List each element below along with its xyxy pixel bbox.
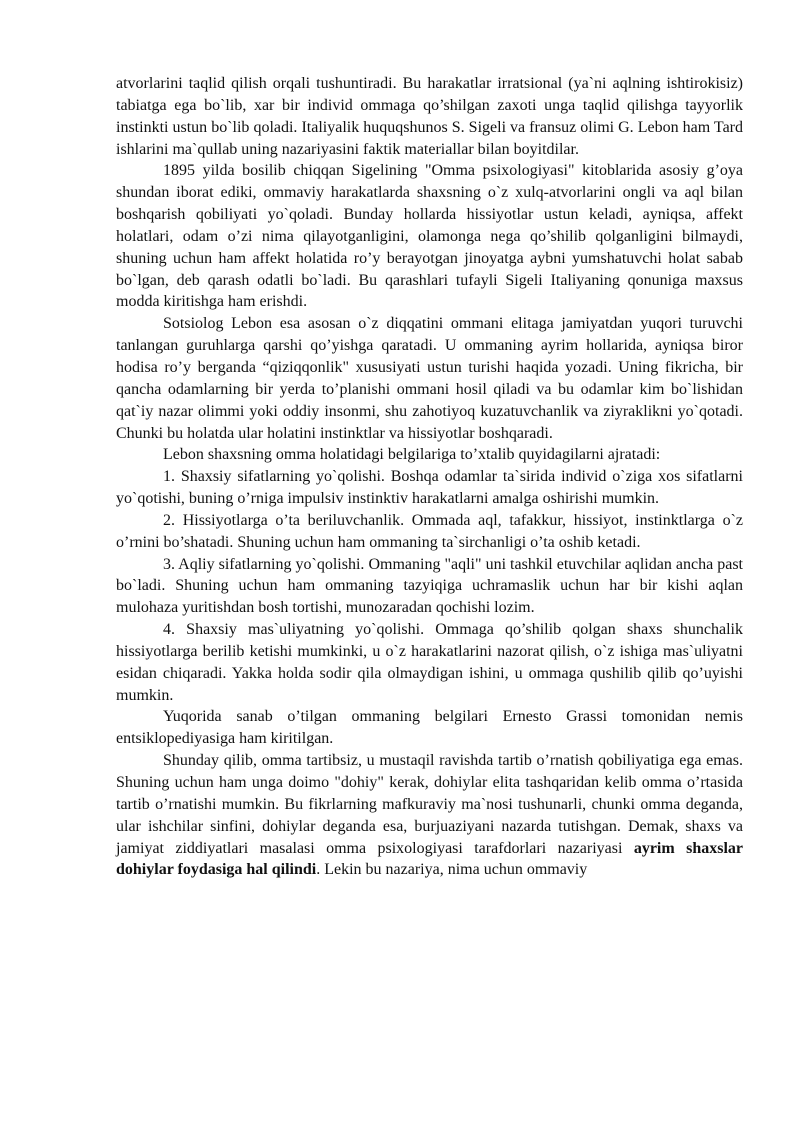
- list-item-4: 4. Shaxsiy mas`uliyatning yo`qolishi. Ommaga qo’shilib qolgan shaxs shunchalik hissiyotlarga berilib ketishi mumkinki, u o`z harakatlarini nazorat qilish, o`z ishiga mas`uliyatni esidan chiqaradi. Yakka holda sodir qila olmaydigan ishini, u ommaga qushilib qilib qo’uyishi mumkin.: [116, 621, 743, 704]
- paragraph-6-text-end: . Lekin bu nazariya, nima uchun ommaviy: [316, 861, 588, 879]
- paragraph-1: atvorlarini taqlid qilish orqali tushuntiradi. Bu harakatlar irratsional (ya`ni aqlning ishtirokisiz) tabiatga ega bo`lib, xar bir individ ommaga qo’shilgan zaxoti unga taqlid qilishga tayyorlik instinkti ustun bo`lib qoladi. Italiyalik huquqshunos S. Sigeli va fransuz olimi G. Lebon ham Tard ishlarini ma`qullab uning nazariyasini faktik materiallar bilan boyitdilar.: [116, 75, 743, 158]
- paragraph-5: Yuqorida sanab o’tilgan ommaning belgilari Ernesto Grassi tomonidan nemis entsiklopediyasiga ham kiritilgan.: [116, 708, 743, 748]
- paragraph-6-bold-text: ayrim shaxslar dohiylar foydasiga hal qilindi: [116, 839, 743, 879]
- paragraph-2: 1895 yilda bosilib chiqqan Sigelining "Omma psixologiyasi" kitoblarida asosiy g’oya shundan iborat ediki, ommaviy harakatlarda shaxsning o`z xulq-atvorlarini ongli va aql bilan boshqarish qobiliyati yo`qoladi. Bunday hollarda hissiyotlar ustun keladi, ayniqsa, affekt holatlari, odam o’zi nima qilayotganligini, olamonga nega qo’shilib qolganligini bilmaydi, shuning uchun ham affekt holatida ro’y berayotgan jinoyatga aybni yumshatuvchi holat sabab bo`lgan, deb qarash odatli bo`ladi. Bu qarashlari tufayli Sigeli Italiyaning qonuniga maxsus modda kiritishga ham erishdi.: [116, 162, 743, 311]
- paragraph-4: Lebon shaxsning omma holatidagi belgilariga to’xtalib quyidagilarni ajratadi:: [163, 446, 661, 464]
- paragraph-3: Sotsiolog Lebon esa asosan o`z diqqatini ommani elitaga jamiyatdan yuqori turuvchi tanlangan guruhlarga qarshi qo’yishga qaratadi. U ommaning ayrim hollarida, ayniqsa biror hodisa ro’y berganda “qiziqqonlik" xususiyati ustun turishi haqida yozadi. Uning fikricha, bir qancha odamlarning bir yerda to’planishi ommani hosil qiladi va bu odamlar kim bo`lishidan qat`iy nazar olimmi yoki oddiy insonmi, shu zahotiyoq kuzatuvchanlik va ziyraklikni yo`qotadi. Chunki bu holatda ular holatini instinktlar va hissiyotlar boshqaradi.: [116, 315, 743, 442]
- list-item-1: 1. Shaxsiy sifatlarning yo`qolishi. Boshqa odamlar ta`sirida individ o`ziga xos sifatlarni yo`qotishi, buning o’rniga impulsiv instinktiv harakatlarni amalga oshirishi mumkin.: [116, 468, 743, 508]
- document-page: [116, 73, 743, 881]
- list-item-2: 2. Hissiyotlarga o’ta beriluvchanlik. Ommada aql, tafakkur, hissiyot, instinktlarga o`z o’rnini bo’shatadi. Shuning uchun ham ommaning ta`sirchanligi o’ta oshib ketadi.: [116, 511, 743, 551]
- paragraph-6-text-start: Shunday qilib, omma tartibsiz, u mustaqil ravishda tartib o’rnatish qobiliyatiga ega emas. Shuning uchun ham unga doimo "dohiy" kerak, dohiylar elita tashqaridan kelib omma o’rtasida tartib o’rnatishi mumkin. Bu fikrlarning mafkuraviy ma`nosi tushunarli, chunki omma deganda, ular ishchilar sinfini, dohiylar deganda esa, burjuaziyani nazarda tutishgan. Demak, shaxs va jamiyat ziddiyatlari masalasi omma psixologiyasi tarafdorlari nazariyasi: [116, 752, 743, 857]
- paragraph-6: [116, 750, 743, 881]
- list-item-3: 3. Aqliy sifatlarning yo`qolishi. Ommaning "aqli" uni tashkil etuvchilar aqlidan ancha past bo`ladi. Shuning uchun ham ommaning tazyiqiga uchramaslik uchun har bir kishi aqlan mulohaza yuritishdan bosh tortishi, munozaradan qochishi lozim.: [116, 555, 743, 617]
